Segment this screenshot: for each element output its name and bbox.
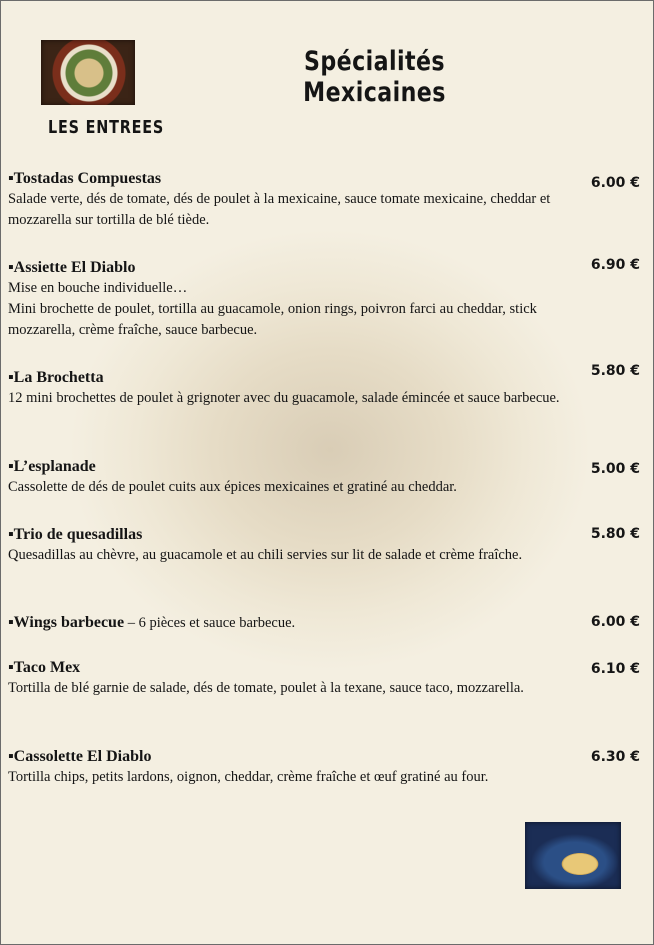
item-name: ▪Cassolette El Diablo [8,748,152,765]
item-price: 5.80 € [590,526,640,542]
menu-item-la-brochetta [8,363,648,409]
item-price: 6.10 € [590,661,640,677]
menu-item-tostadas [8,168,648,231]
item-name: ▪Taco Mex [8,659,81,676]
menu-item-assiette-el-diablo [8,257,648,341]
item-name: ▪Tostadas Compuestas [8,170,162,187]
item-name: ▪La Brochetta [8,369,104,386]
item-name: ▪Wings barbecue [8,614,125,631]
item-description: Quesadillas au chèvre, au guacamole et au chili servies sur lit de salade et crème fraîche. [8,547,523,563]
item-description: Tortilla chips, petits lardons, oignon, cheddar, crème fraîche et œuf gratiné au four. [8,769,489,785]
menu-item-wings-barbecue [8,612,648,634]
item-description: Salade verte, dés de tomate, dés de poulet à la mexicaine, sauce tomate mexicaine, cheddar et mozzarella sur tortilla de blé tiède. [8,191,551,228]
item-price: 6.90 € [590,257,640,273]
item-description: Tortilla de blé garnie de salade, dés de tomate, poulet à la texane, sauce taco, mozzarella. [8,680,524,696]
item-price: 5.80 € [590,363,640,379]
section-heading: LES ENTREES [48,117,165,138]
item-description-detail: Mini brochette de poulet, tortilla au guacamole, onion rings, poivron farci au cheddar, stick mozzarella, crème fraîche, sauce barbecue. [8,301,537,338]
item-description: Mise en bouche individuelle… [8,280,188,296]
item-price: 6.30 € [590,749,640,765]
page-title: Spécialités Mexicaines [303,46,446,108]
food-photo-bottom [525,822,621,889]
item-name: ▪Trio de quesadillas [8,526,143,543]
menu-item-taco-mex [8,657,648,699]
menu-item-trio-quesadillas [8,524,648,566]
item-name: ▪Assiette El Diablo [8,259,136,276]
item-description: Cassolette de dés de poulet cuits aux épices mexicaines et gratiné au cheddar. [8,479,457,495]
item-description: 12 mini brochettes de poulet à grignoter avec du guacamole, salade émincée et sauce barbecue. [8,390,560,406]
menu-item-esplanade [8,456,648,498]
item-price: 6.00 € [590,175,640,191]
item-price: 5.00 € [590,461,640,477]
item-name: ▪L’esplanade [8,458,96,475]
menu-item-cassolette-el-diablo [8,746,648,788]
food-photo-top [41,40,135,105]
item-description: – 6 pièces et sauce barbecue. [124,615,296,631]
item-price: 6.00 € [590,614,640,630]
